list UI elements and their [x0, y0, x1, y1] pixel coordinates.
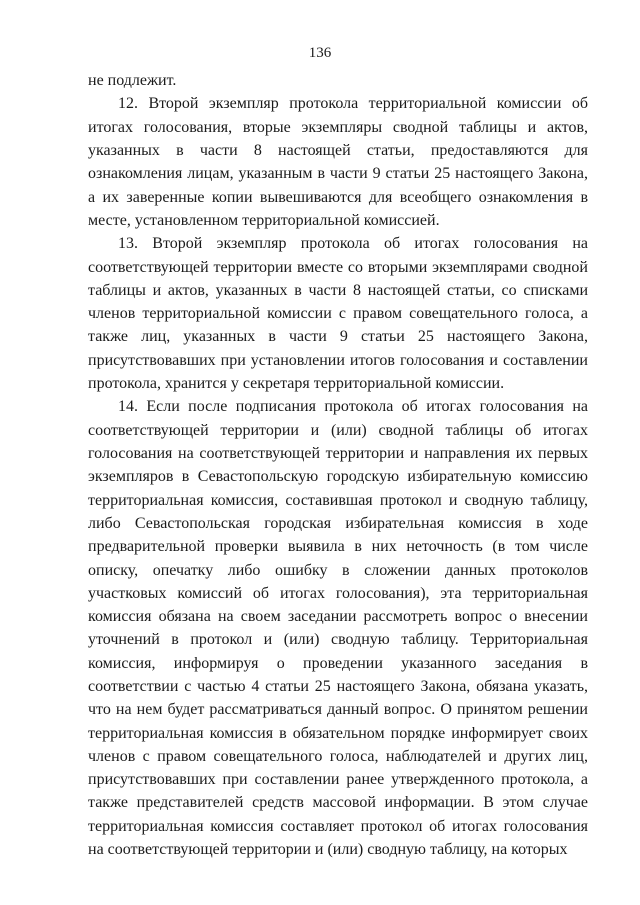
paragraph-continuation: не подлежит.: [88, 72, 177, 89]
paragraph-13: 13. Второй экземпляр протокола об итогах голосования на соответствующей территории вместе со вторыми экземплярами сводной таблицы и актов, указанных в части 8 настоящей статьи, со списками членов территориальной комиссии с правом совещательного голоса, а также лиц, указанных в части 9 статьи 25 настоящего Закона, присутствовавших при установлении итогов голосования и составлении протокола, хранится у секретаря территориальной комиссии.: [88, 235, 588, 393]
paragraph-12: 12. Второй экземпляр протокола территориальной комиссии об итогах голосования, вторые экземпляры сводной таблицы и актов, указанных в части 8 настоящей статьи, предоставляются для ознакомления лицам, указанным в части 9 статьи 25 настоящего Закона, а их заверенные копии вывешиваются для всеобщего ознакомления в месте, установленном территориальной комиссией.: [88, 95, 588, 229]
paragraph-14: 14. Если после подписания протокола об итогах голосования на соответствующей территории и (или) сводной таблицы об итогах голосования на соответствующей территории и направления их первых экземпляров в Севастопольскую городскую избирательную комиссию территориальная комиссия, составившая протокол и сводную таблицу, либо Севастопольская городская избирательная комиссия в ходе предварительной проверки выявила в них неточность (в том числе описку, опечатку либо ошибку в сложении данных протоколов участковых комиссий об итогах голосования), эта территориальная комиссия обязана на своем заседании рассмотреть вопрос о внесении уточнений в протокол и (или) сводную таблицу. Территориальная комиссия, информируя о проведении указанного заседания в соответствии с частью 4 статьи 25 настоящего Закона, обязана указать, что на нем будет рассматриваться данный вопрос. О принятом решении территориальная комиссия в обязательном порядке информирует своих членов с правом совещательного голоса, наблюдателей и других лиц, присутствовавших при составлении ранее утвержденного протокола, а также представителей средств массовой информации. В этом случае территориальная комиссия составляет протокол об итогах голосования на соответствующей территории и (или) сводную таблицу, на которых: [88, 398, 588, 859]
document-body: [88, 69, 588, 861]
page-number: 136: [308, 45, 332, 61]
